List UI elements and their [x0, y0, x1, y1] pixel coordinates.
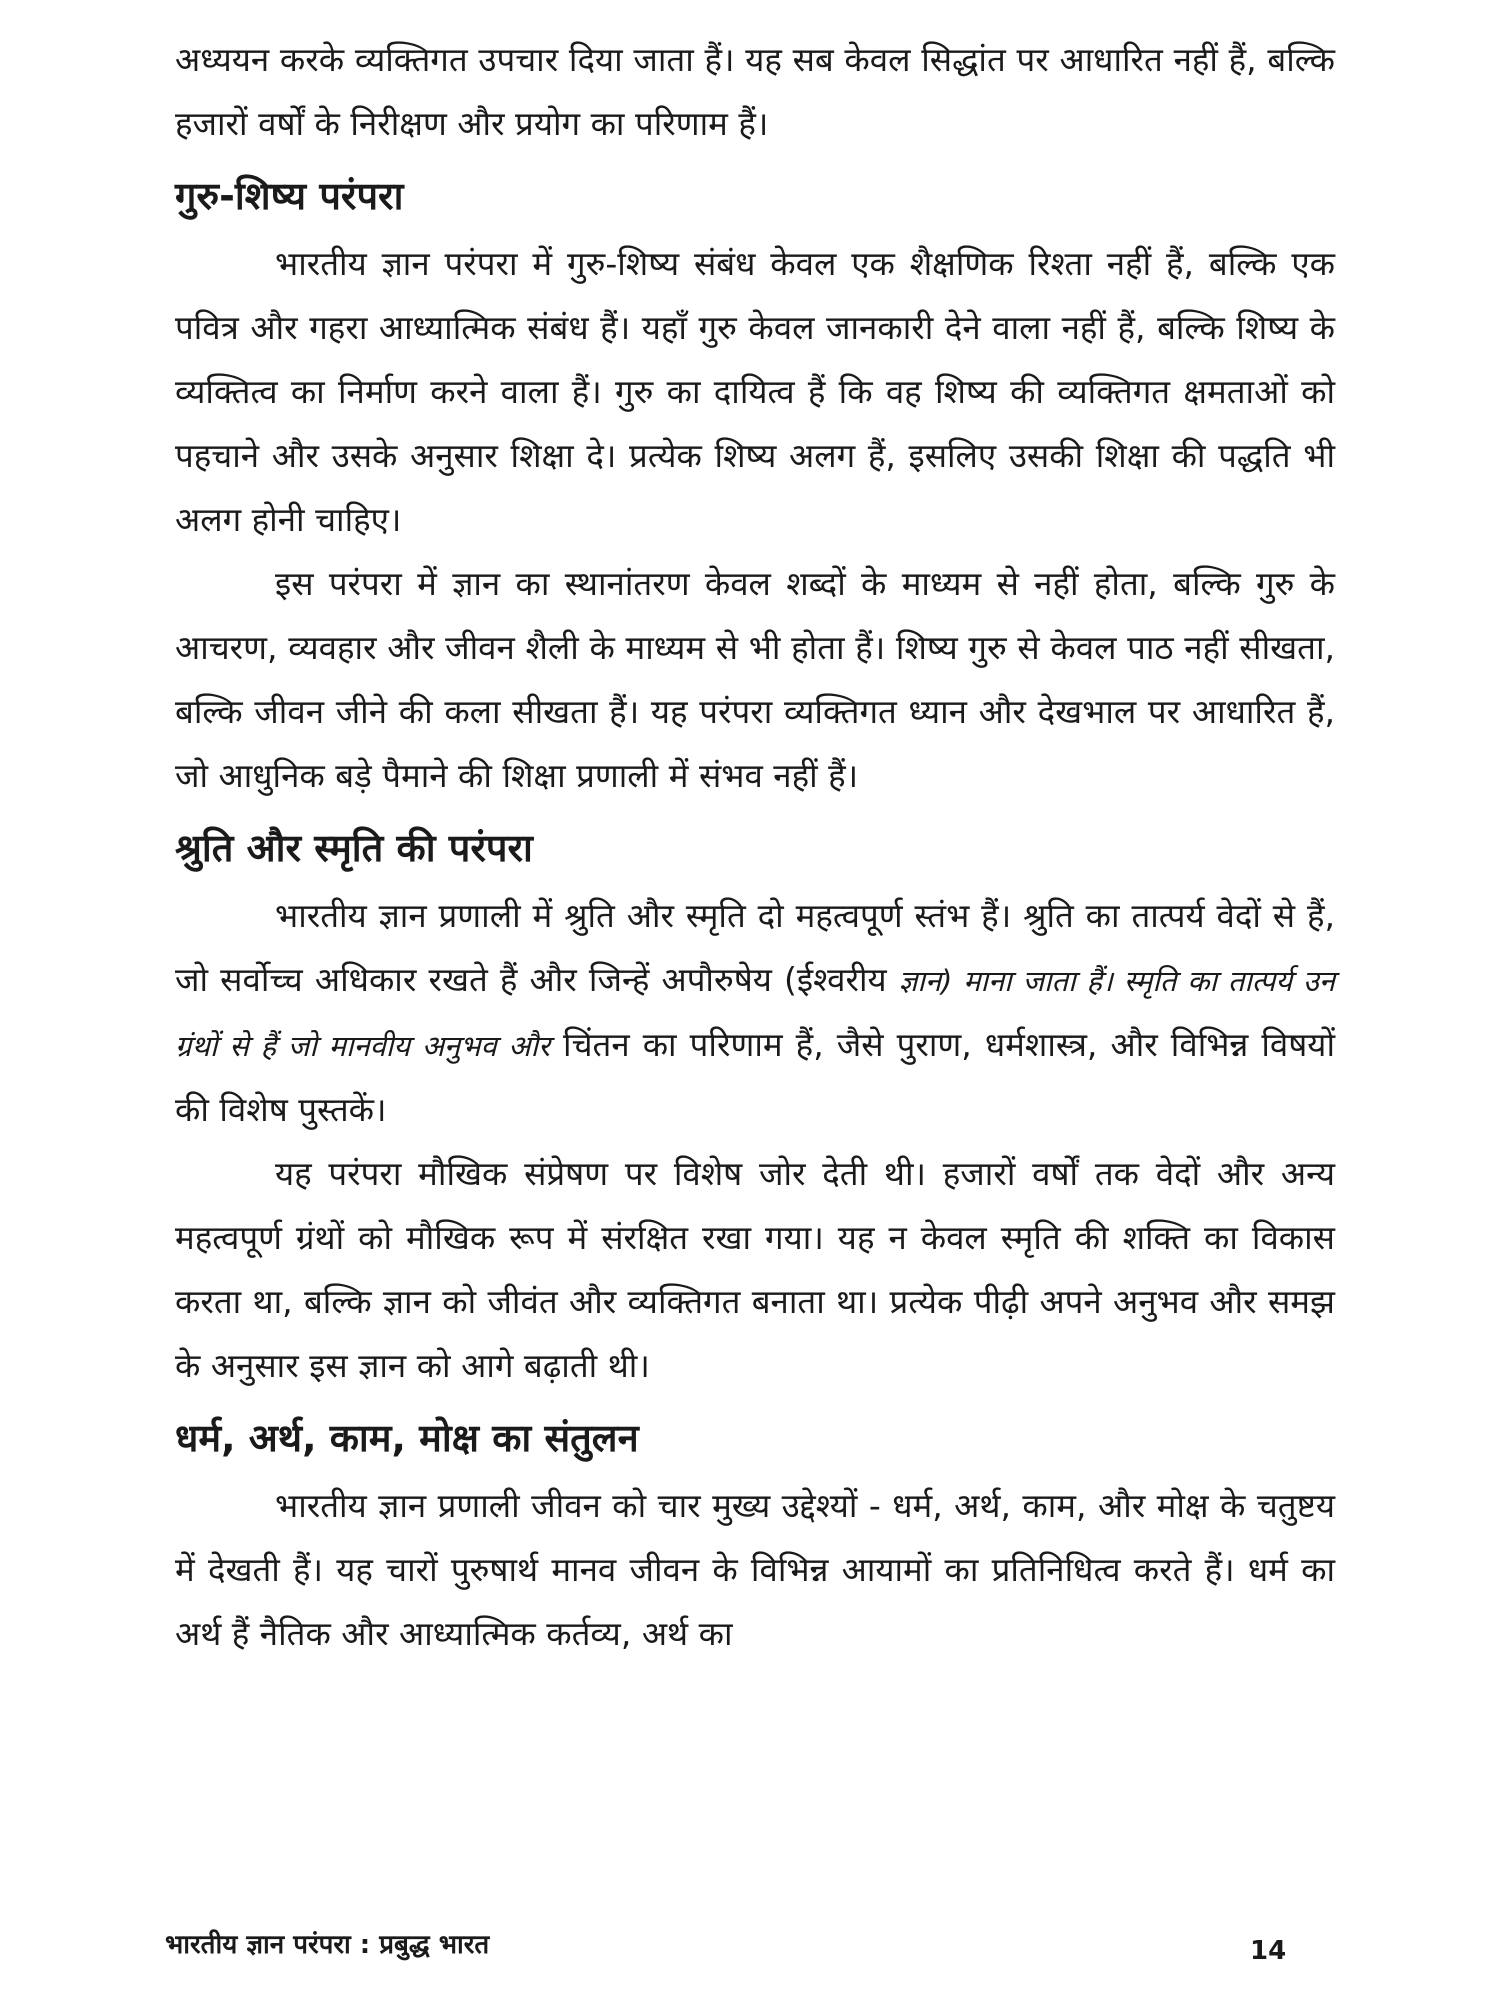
- shruti-smriti-paragraph-1: [175, 884, 1335, 1142]
- shruti-text-c: चिंतन का परिणाम हैं, जैसे पुराण, धर्मशास्त्र, और विभिन्न विषयों की विशेष पुस्तकें।: [175, 1025, 1335, 1129]
- footer-book-title: भारतीय ज्ञान परंपरा : प्रबुद्ध भारत: [165, 1930, 490, 1960]
- page-number: 14: [1250, 1936, 1287, 1966]
- dharma-artha-heading: धर्म, अर्थ, काम, मोक्ष का संतुलन: [175, 1416, 639, 1460]
- dharma-artha-paragraph-1: भारतीय ज्ञान प्रणाली जीवन को चार मुख्य उद्देश्यों - धर्म, अर्थ, काम, और मोक्ष के चतुष्टय में देखती हैं। यह चारों पुरुषार्थ मानव जीवन के विभिन्न आयामों का प्रतिनिधित्व करते हैं। धर्म का अर्थ हैं नैतिक और आध्यात्मिक कर्तव्य, अर्थ का: [175, 1486, 1335, 1653]
- shruti-text-a: भारतीय ज्ञान प्रणाली में श्रुति और स्मृति दो महत्वपूर्ण स्तंभ हैं। श्रुति का तात्पर्य वेदों से हैं, जो सर्वोच्च अधिकार रखते हैं और जिन्हें अपौरुषेय (ईश्वरीय: [175, 896, 1335, 999]
- shruti-smriti-heading: श्रुति और स्मृति की परंपरा: [175, 826, 533, 870]
- intro-paragraph: अध्ययन करके व्यक्तिगत उपचार दिया जाता हैं। यह सब केवल सिद्धांत पर आधारित नहीं हैं, बल्कि हजारों वर्षों के निरीक्षण और प्रयोग का परिणाम हैं।: [175, 40, 1335, 143]
- guru-shishya-paragraph-2: इस परंपरा में ज्ञान का स्थानांतरण केवल शब्दों के माध्यम से नहीं होता, बल्कि गुरु के आचरण, व्यवहार और जीवन शैली के माध्यम से भी होता हैं। शिष्य गुरु से केवल पाठ नहीं सीखता, बल्कि जीवन जीने की कला सीखता हैं। यह परंपरा व्यक्तिगत ध्यान और देखभाल पर आधारित हैं, जो आधुनिक बड़े पैमाने की शिक्षा प्रणाली में संभव नहीं हैं।: [175, 564, 1335, 795]
- guru-shishya-heading: गुरु-शिष्य परंपरा: [175, 174, 404, 218]
- shruti-text-b: ज्ञान) माना जाता हैं। स्मृति का तात्पर्य उन ग्रंथों से हैं जो मानवीय अनुभव और: [175, 964, 1335, 1063]
- page-body: [175, 28, 1335, 1666]
- shruti-smriti-paragraph-2: यह परंपरा मौखिक संप्रेषण पर विशेष जोर देती थी। हजारों वर्षों तक वेदों और अन्य महत्वपूर्ण ग्रंथों को मौखिक रूप में संरक्षित रखा गया। यह न केवल स्मृति की शक्ति का विकास करता था, बल्कि ज्ञान को जीवंत और व्यक्तिगत बनाता था। प्रत्येक पीढ़ी अपने अनुभव और समझ के अनुसार इस ज्ञान को आगे बढ़ाती थी।: [175, 1154, 1335, 1385]
- guru-shishya-paragraph-1: भारतीय ज्ञान परंपरा में गुरु-शिष्य संबंध केवल एक शैक्षणिक रिश्ता नहीं हैं, बल्कि एक पवित्र और गहरा आध्यात्मिक संबंध हैं। यहाँ गुरु केवल जानकारी देने वाला नहीं हैं, बल्कि शिष्य के व्यक्तित्व का निर्माण करने वाला हैं। गुरु का दायित्व हैं कि वह शिष्य की व्यक्तिगत क्षमताओं को पहचाने और उसके अनुसार शिक्षा दे। प्रत्येक शिष्य अलग हैं, इसलिए उसकी शिक्षा की पद्धति भी अलग होनी चाहिए।: [175, 244, 1335, 539]
